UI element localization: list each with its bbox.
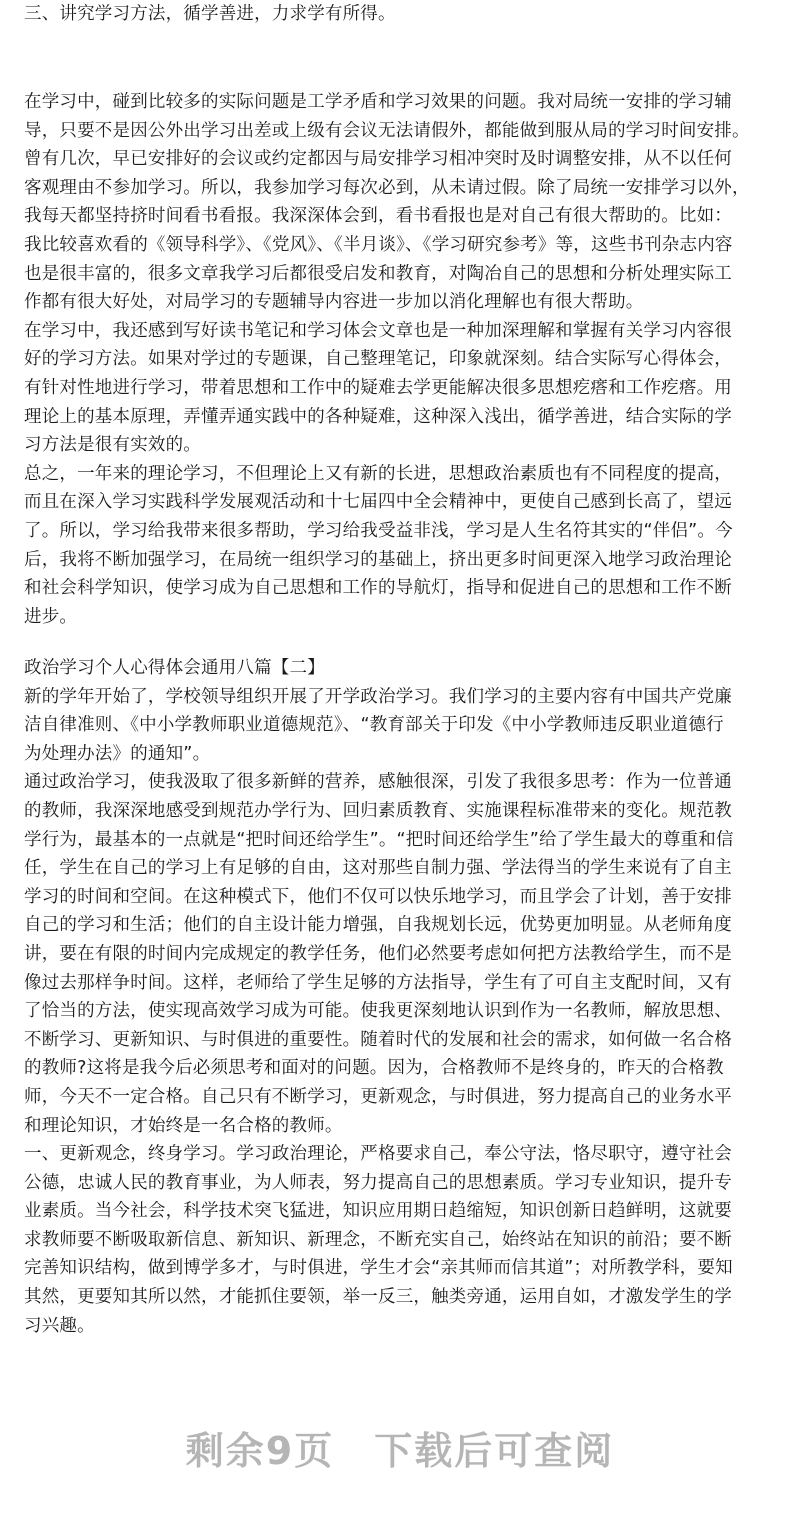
text-line: 我比较喜欢看的《领导科学》、《党风》、《半月谈》、《学习研究参考》等，这些书刊杂志内容 [24,234,733,255]
text-line: 一、更新观念，终身学习。学习政治理论，严格要求自己，奉公守法，恪尽职守，遵守社会 [24,1144,732,1165]
text-line: 洁自律准则、《中小学教师职业道德规范》、“教育部关于印发《中小学教师违反职业道德行 [24,715,724,736]
text-line: 也是很丰富的，很多文章我学习后都很受启发和教育，对陶冶自己的思想和分析处理实际工 [24,263,732,284]
text-line: 和社会科学知识，使学习成为自己思想和工作的导航灯，指导和促进自己的思想和工作不断 [24,578,732,599]
text-line: 讲，要在有限的时间内完成规定的教学任务，他们必然要考虑如何把方法教给学生，而不是 [24,943,732,964]
text-line: 其然，更要知其所以然，才能抓住要领，举一反三，触类旁通，运用自如，才激发学生的学 [24,1287,732,1308]
text-line: 总之，一年来的理论学习，不但理论上又有新的长进，思想政治素质也有不同程度的提高， [24,463,732,484]
text-line: 和理论知识，才始终是一名合格的教师。 [24,1115,343,1136]
section-heading: 三、讲究学习方法，循学善进，力求学有所得。 [24,4,396,24]
text-line: 学习的时间和空间。在这种模式下，他们不仅可以快乐地学习，而且学会了计划，善于安排 [24,886,732,907]
section2-title: 政治学习个人心得体会通用八篇【二】 [24,658,325,678]
text-line: 在学习中，碰到比较多的实际问题是工学矛盾和学习效果的问题。我对局统一安排的学习辅 [24,92,732,112]
text-line: 习方法是很有实效的。 [24,435,201,456]
text-line: 有针对性地进行学习，带着思想和工作中的疑难去学更能解决很多思想疙瘩和工作疙瘩。用 [24,377,732,398]
text-line: 不断学习、更新知识、与时俱进的重要性。随着时代的发展和社会的需求，如何做一名合格 [24,1029,732,1050]
text-line: 公德，忠诚人民的教育事业，为人师表，努力提高自己的思想素质。学习专业知识，提升专 [24,1172,732,1193]
text-line: 像过去那样争时间。这样，老师给了学生足够的方法指导，学生有了可自主支配时间，又有 [24,972,732,993]
text-line: 理论上的基本原理，弄懂弄通实践中的各种疑难，这种深入浅出，循学善进，结合实际的学 [24,406,732,427]
text-line: 而且在深入学习实践科学发展观活动和十七届四中全会精神中，更使自己感到长高了，望远 [24,492,732,513]
text-line: 的教师?这将是我今后必须思考和面对的问题。因为，合格教师不是终身的，昨天的合格教 [24,1058,724,1079]
section1-body [24,88,784,631]
download-to-view-text: 下载后可查阅 [374,1429,615,1473]
text-line: 习兴趣。 [24,1315,95,1336]
top-heading-block [24,0,784,29]
text-line: 为处理办法》的通知”。 [24,743,211,764]
text-line: 进步。 [24,606,78,627]
text-line: 导，只要不是因公外出学习出差或上级有会议无法请假外，都能做到服从局的学习时间安排。 [24,120,750,141]
text-line: 在学习中，我还感到写好读书笔记和学习体会文章也是一种加深理解和掌握有关学习内容很 [24,320,732,341]
text-line: 新的学年开始了，学校领导组织开展了开学政治学习。我们学习的主要内容有中国共产党廉 [24,686,732,707]
text-line: 的教师，我深深地感受到规范办学行为、回归素质教育、实施课程标准带来的变化。规范教 [24,800,732,821]
remaining-pages-text: 剩余9页 [185,1429,335,1473]
text-line: 业素质。当今社会，科学技术突飞猛进，知识应用期日趋缩短，知识创新日趋鲜明，这就要 [24,1201,732,1222]
text-line: 通过政治学习，使我汲取了很多新鲜的营养，感触很深，引发了我很多思考：作为一位普通 [24,772,732,793]
text-line: 了恰当的方法，使实现高效学习成为可能。使我更深刻地认识到作为一名教师，解放思想、 [24,1001,732,1022]
text-line: 任，学生在自己的学习上有足够的自由，这对那些自制力强、学法得当的学生来说有了自主 [24,858,732,879]
section2 [24,654,784,1340]
text-line: 学行为，最基本的一点就是“把时间还给学生”。“把时间还给学生”给了学生最大的尊重和信 [24,829,734,850]
text-line: 师，今天不一定合格。自己只有不断学习，更新观念，与时俱进，努力提高自己的业务水平 [24,1086,732,1107]
section2-body [24,683,784,1341]
text-line: 曾有几次，早已安排好的会议或约定都因与局安排学习相冲突时及时调整安排，从不以任何 [24,149,732,170]
text-line: 我每天都坚持挤时间看书看报。我深深体会到，看书看报也是对自己有很大帮助的。比如： [24,206,732,227]
text-line: 了。所以，学习给我带来很多帮助，学习给我受益非浅，学习是人生名符其实的“伴侣”。今 [24,520,733,541]
text-line: 作都有很大好处，对局学习的专题辅导内容进一步加以消化理解也有很大帮助。 [24,292,644,313]
download-prompt[interactable] [0,1420,800,1475]
text-line: 完善知识结构，做到博学多才，与时俱进，学生才会“亲其师而信其道”；对所教学科，要知 [24,1258,733,1279]
text-line: 自己的学习和生活；他们的自主设计能力增强，自我规划长远，优势更加明显。从老师角度 [24,915,732,936]
text-line: 后，我将不断加强学习，在局统一组织学习的基础上，挤出更多时间更深入地学习政治理论 [24,549,732,570]
text-line: 求教师要不断吸取新信息、新知识、新理念，不断充实自己，始终站在知识的前沿；要不断 [24,1229,732,1250]
text-line: 客观理由不参加学习。所以，我参加学习每次必到，从未请过假。除了局统一安排学习以外， [24,177,750,198]
text-line: 好的学习方法。如果对学过的专题课，自己整理笔记，印象就深刻。结合实际写心得体会， [24,349,732,370]
